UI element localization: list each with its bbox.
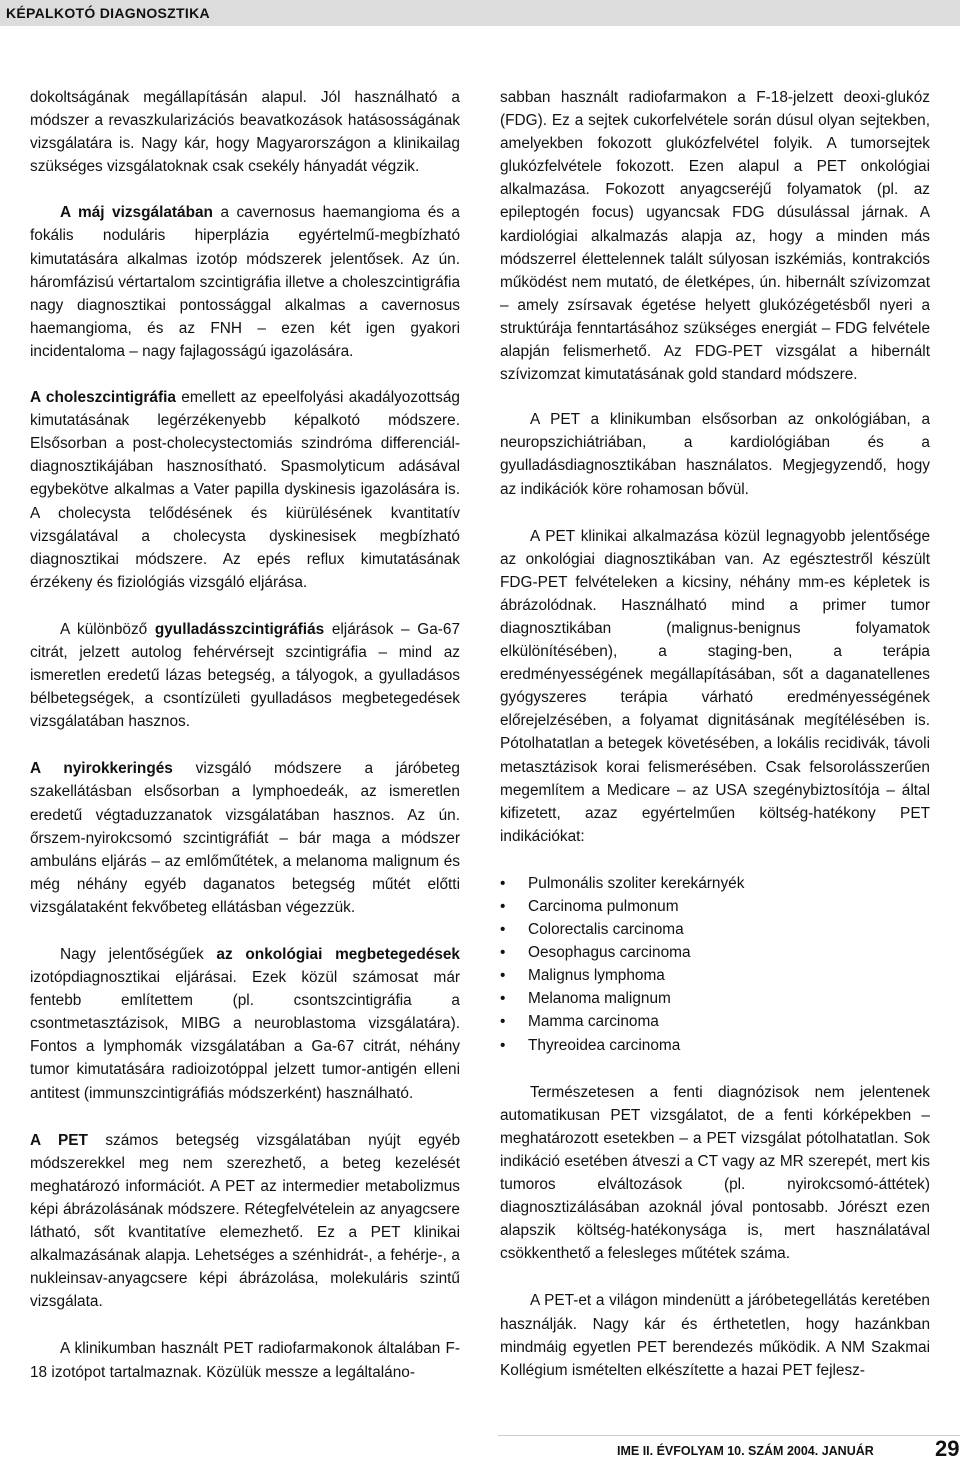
bullet-icon: • <box>500 1013 506 1031</box>
paragraph-pre: A különböző <box>60 620 155 638</box>
list-item <box>500 941 930 964</box>
paragraph-pet-clinical: A PET a klinikumban elsősorban az onkológiában, a neuropszichiátriában, a kardiológiában és a gyulladásdiagnosztikában használatos. Megjegyzendő, hogy az indikációk köre rohamosan bővül. <box>500 411 930 498</box>
list-item <box>500 918 930 941</box>
list-item-text: Melanoma malignum <box>528 990 671 1008</box>
bullet-icon: • <box>500 1036 506 1054</box>
list-item <box>500 895 930 918</box>
bullet-icon: • <box>500 898 506 915</box>
page-number: 29 <box>935 1436 960 1461</box>
list-item-text: Carcinoma pulmonum <box>528 898 679 915</box>
paragraph-body: számos betegség vizsgálatában nyújt egyéb módszerekkel meg nem szerezhető, a beteg kezelését meghatározó információt. A PET az intermedier metabolizmus képi ábrázolásának módszere. Rétegfelvételein az anyagcsere látható, sőt kvantitatíve elemezhető. Ez a PET klinikai alkalmazásának alapja. Lehetséges a szénhidrát-, a fehérje-, a nukleinsav-anyagcsere képi ábrázolása, molekuláris szintű vizsgálata. <box>30 1131 460 1311</box>
paragraph-continuation: dokoltságának megállapításán alapul. Jól használható a módszer a revaszkularizációs beavatkozások hatásosságának vizsgálatára is. Nagy kár, hogy Magyarországon a klinikailag szükséges vizsgálatoknak csak csekély hányadát végzik. <box>30 89 460 176</box>
right-column <box>500 86 930 1405</box>
list-item-text: Thyreoidea carcinoma <box>528 1036 681 1054</box>
paragraph-pre: Nagy jelentőségűek <box>60 946 217 963</box>
paragraph-pet <box>30 1129 460 1314</box>
left-column <box>30 86 460 1407</box>
paragraph-cholescintigraphy <box>30 386 460 594</box>
list-item-text: Colorectalis carcinoma <box>528 921 684 939</box>
paragraph-pet-hungary: A PET-et a világon mindenütt a járóbetegellátás keretében használják. Nagy kár és érthetetlen, hogy hazánkban mindmáig egyetlen PET berendezés működik. A NM Szakmai Kollégium ismételten elkészítette a hazai PET fejlesz- <box>500 1292 930 1379</box>
paragraph-pet-indications: Természetesen a fenti diagnózisok nem jelentenek automatikusan PET vizsgálatot, de a fenti kórképekben – meghatározott esetekben – a PET vizsgálat pótolhatatlan. Sok indikáció esetében átveszi a CT vagy az MR szerepét, mert kis tumoros elváltozások (pl. nyirokcsomó-áttétek) diagnosztizálásában azoknál jóval pontosabb. Jórészt ezen alapszik költség-hatékonysága is, mert használatával csökkenthető a felesleges műtétek száma. <box>500 1083 930 1263</box>
bullet-icon: • <box>500 967 506 985</box>
section-title: KÉPALKOTÓ DIAGNOSZTIKA <box>6 5 210 21</box>
paragraph-lead: az onkológiai megbetegedések <box>216 946 460 963</box>
paragraph-body: eljárások – Ga-67 citrát, jelzett autolog fehérvérsejt szcintigráfia – mind az ismeretlen eredetű lázas betegség, a tályogok, a gyulladásos bélbetegségek, a csontízületi gyulladásos megbetegedések vizsgálatában hasznos. <box>30 620 460 731</box>
paragraph-body: vizsgáló módszere a járóbeteg szakellátásban elsősorban a lymphoedeák, az ismeretlen eredetű végtaduzzanatok vizsgálatában hasznos. Az ún. őrszem-nyirokcsomó szcintigráfiát – bár maga a módszer ambuláns eljárás – az emlőműtétek, a melanoma malignum és még néhány egyéb daganatos betegség műtét előtti vizsgálataként fekvőbeteg ellátásban végezzük. <box>30 760 460 916</box>
list-item-text: Malignus lymphoma <box>528 967 665 985</box>
paragraph-radiopharma: A klinikumban használt PET radiofarmakonok általában F-18 izotópot tartalmaznak. Közülük messze a legáltaláno- <box>30 1340 460 1381</box>
list-item <box>500 987 930 1010</box>
list-item <box>500 1034 930 1057</box>
bullet-icon: • <box>500 921 506 939</box>
paragraph-body: izotópdiagnosztikai eljárásai. Ezek közül számosat már fentebb említettem (pl. csontszcintigráfia a csontmetasztázisok, MIBG a neuroblastoma vizsgálatára). Fontos a lymphomák vizsgálatában a Ga-67 citrát, néhány tumor kimutatására radioizotóppal jelzett tumor-antigén elleni antitest (immunszcintigráfiás módszerként) használható. <box>30 969 460 1102</box>
paragraph-lymph <box>30 757 460 919</box>
bullet-icon: • <box>500 944 506 962</box>
paragraph-liver <box>30 201 460 363</box>
list-item-text: Pulmonális szoliter kerekárnyék <box>528 874 745 892</box>
paragraph-inflammation <box>30 618 460 733</box>
paragraph-lead: A PET <box>30 1131 88 1149</box>
bullet-icon: • <box>500 874 506 892</box>
bullet-icon: • <box>500 990 506 1008</box>
footer-divider <box>498 1435 960 1436</box>
list-item <box>500 964 930 987</box>
paragraph-oncology <box>30 943 460 1105</box>
list-item-text: Oesophagus carcinoma <box>528 944 691 962</box>
paragraph-lead: A nyirokkeringés <box>30 760 173 778</box>
journal-issue: IME II. ÉVFOLYAM 10. SZÁM 2004. JANUÁR <box>617 1444 874 1458</box>
paragraph-body: a cavernosus haemangioma és a fokális noduláris hiperplázia egyértelmű-megbízható kimutatására alkalmas izotóp módszerek jelentősek. Az ún. háromfázisú vértartalom szcintigráfia illetve a choleszcintigráfia nagy diagnosztikai pontossággal alkalmas a cavernosus haemangioma, és az FNH – ezen két igen gyakori incidentaloma – nagy fajlagosságú igazolására. <box>30 204 460 360</box>
indication-list <box>500 872 930 1057</box>
paragraph-fdg: sabban használt radiofarmakon a F-18-jelzett deoxi-glukóz (FDG). Ez a sejtek cukorfelvétele során dúsul olyan sejtekben, amelyekben fokozott glukózfelvétel folyik. A tumorsejtek glukózfelvétele fokozott. Ezen alapul a PET onkológiai alkalmazása. Fokozott anyagcseréjű folyamatok (pl. az epileptogén focus) ugyancsak FDG dúsulással járnak. A kardiológiai alkalmazás alapja az, hogy a minden más módszerrel élettelennek talált súlyosan iszkémiás, kontrakciós működést nem mutató, de életképes, ún. hibernált szívizomzat – amely zsírsavak égetése helyett glukózégetésből nyeri a struktúrája fenntartásához szükséges energiát – FDG felvétele alapján felismerhető. Az FDG-PET vizsgálat a hibernált szívizomzat kimutatásának gold standard módszere. <box>500 89 930 384</box>
list-item <box>500 872 930 895</box>
list-item-text: Mamma carcinoma <box>528 1013 659 1031</box>
paragraph-lead: gyulladásszcintigráfiás <box>154 620 325 638</box>
paragraph-lead: A máj vizsgálatában <box>60 204 213 222</box>
paragraph-pet-oncology: A PET klinikai alkalmazása közül legnagyobb jelentősége az onkológiai diagnosztikában van. Az egésztestről készült FDG-PET felvételeken a kicsiny, néhány mm-es képletek is ábrázolódnak. Használható mind a primer tumor diagnosztikában (malignus-benignus folyamatok elkülönítésében), a staging-ben, a terápia eredményességének megállapításában, sőt a daganatellenes gyógyszeres terápia várható eredményességének előrejelzésében, a folyamat dignitásának megítélésében is. Pótolhatatlan a betegek követésében, a lokális recidivák, távoli metasztázisok korai felismerésében. Csak felsorolásszerűen megemlítem a Medicare – az USA szegénybiztosítója – által kifizetett, azaz egyértelműen költség-hatékony PET indikációkat: <box>500 527 930 845</box>
paragraph-lead: A choleszcintigráfia <box>30 389 176 407</box>
list-item <box>500 1010 930 1033</box>
paragraph-body: emellett az epeelfolyási akadályozottság kimutatásának legérzékenyebb képalkotó módszere. Elsősorban a post-cholecystectomiás szindróma differenciál-diagnosztikájában hasznosítható. Spasmolyticum adásával egybekötve alkalmas a Vater papilla dyskinesis igazolására is. A cholecysta telődésének és kiürülésének kvantitatív vizsgálatával a cholecysta dyskinesisek megbízható diagnosztikai módszere. Az epés reflux kimutatásának érzékeny és fiziológiás vizsgáló eljárása. <box>30 389 460 591</box>
running-header <box>0 0 960 26</box>
